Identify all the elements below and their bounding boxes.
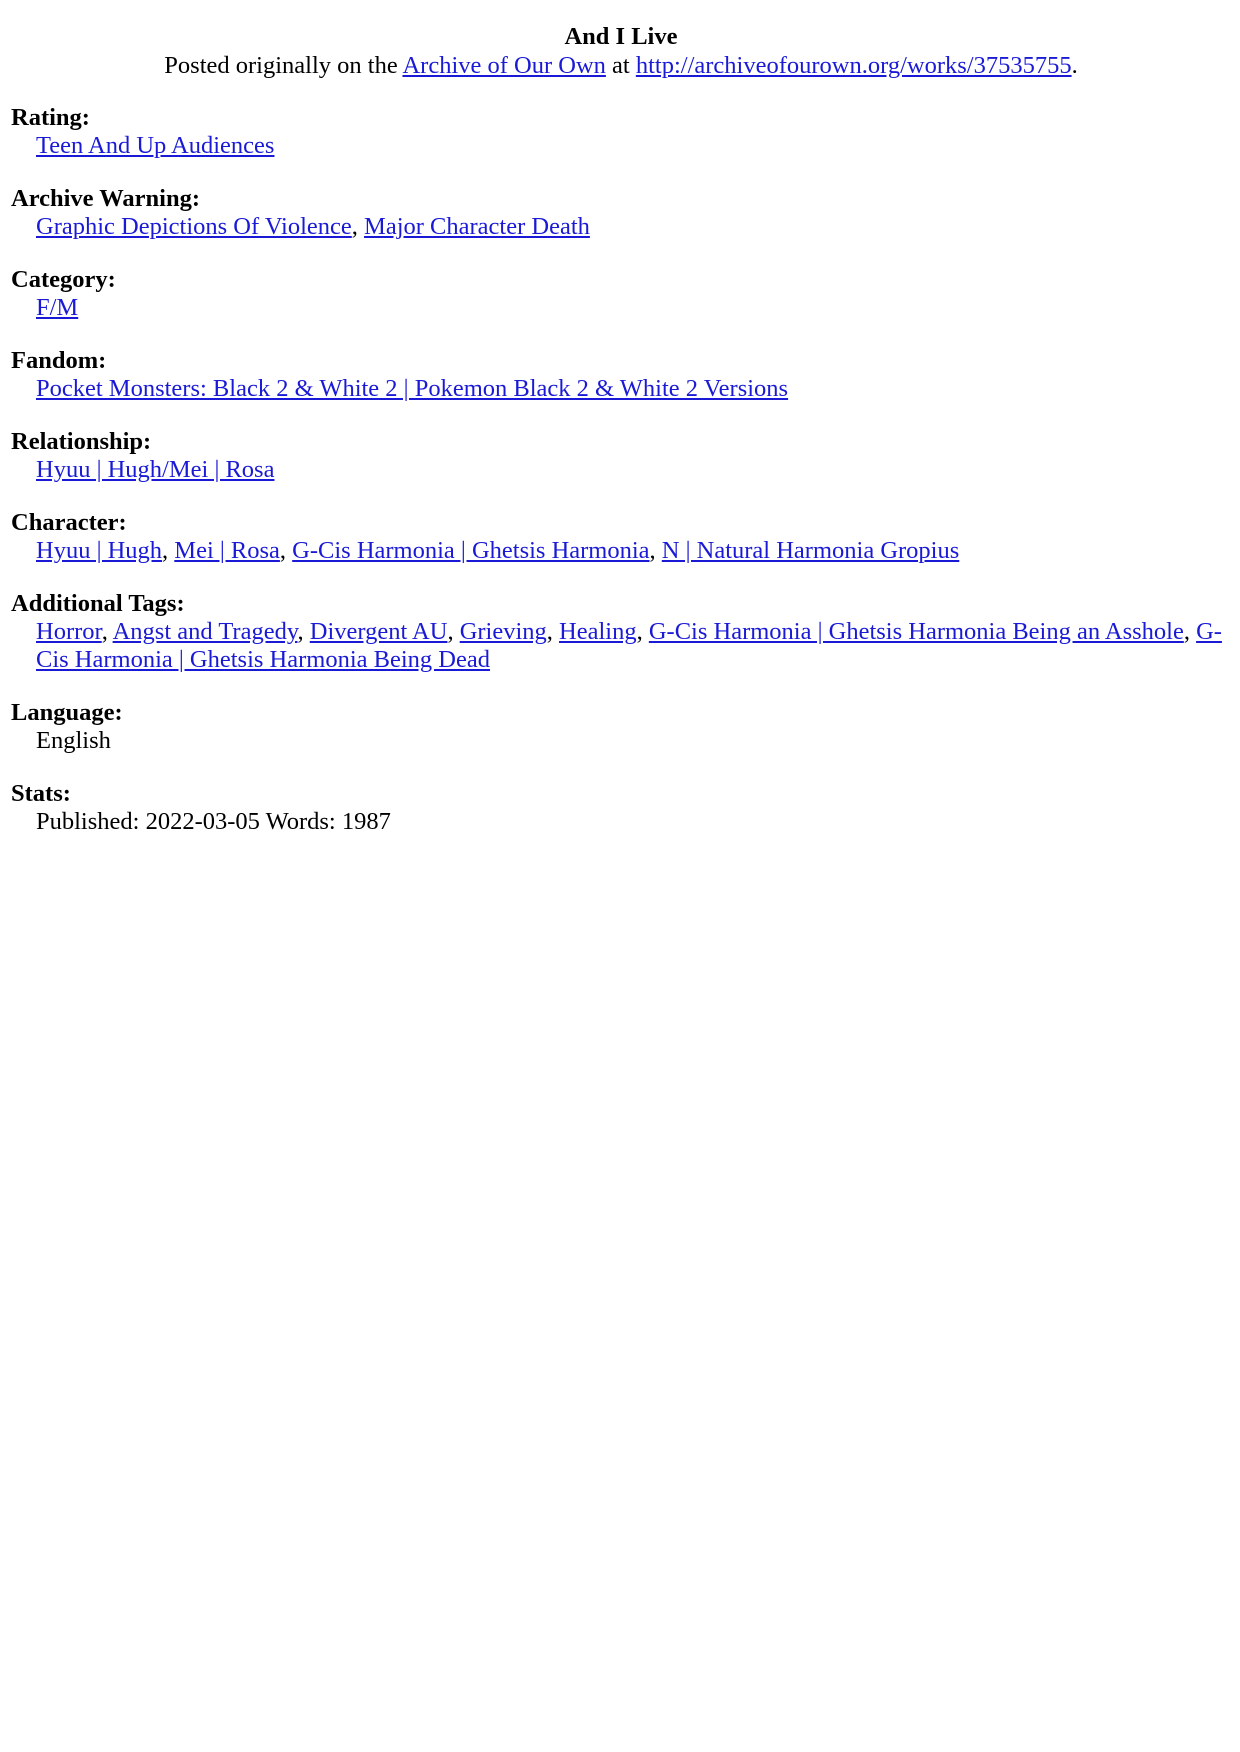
work-metadata-page <box>11 22 1231 861</box>
archive-warning-tags <box>11 213 1231 241</box>
tag-separator: , <box>162 537 175 564</box>
archive-of-our-own-link[interactable]: Archive of Our Own <box>402 52 606 79</box>
tag-link[interactable]: Teen And Up Audiences <box>36 132 275 159</box>
tag-link[interactable]: Horror <box>36 618 102 645</box>
tag-separator: , <box>649 537 662 564</box>
relationship-tags <box>11 456 1231 484</box>
tag-separator: , <box>447 618 460 645</box>
category-tags <box>11 294 1231 322</box>
fandom-field <box>11 347 1231 403</box>
language-label: Language: <box>11 699 123 726</box>
tag-separator: , <box>297 618 310 645</box>
tag-link[interactable]: Pocket Monsters: Black 2 & White 2 | Pokemon Black 2 & White 2 Versions <box>36 375 789 402</box>
tag-link[interactable]: N | Natural Harmonia Gropius <box>661 537 960 564</box>
posted-originally-line <box>11 52 1231 80</box>
character-field <box>11 509 1231 565</box>
relationship-field <box>11 428 1231 484</box>
tag-link[interactable]: Mei | Rosa <box>174 537 280 564</box>
tag-separator: , <box>546 618 560 645</box>
tag-link[interactable]: G-Cis Harmonia | Ghetsis Harmonia <box>292 537 650 564</box>
archive-warning-label: Archive Warning: <box>11 185 200 212</box>
work-url-link[interactable]: http://archiveofourown.org/works/37535755 <box>635 52 1072 79</box>
stats-label: Stats: <box>11 780 71 807</box>
rating-tags <box>11 132 1231 160</box>
tag-separator: , <box>101 618 113 645</box>
posted-suffix: . <box>1071 52 1078 79</box>
tag-link[interactable]: Divergent AU <box>309 618 448 645</box>
work-title: And I Live <box>564 23 678 50</box>
fandom-label: Fandom: <box>11 347 107 374</box>
character-tags <box>11 537 1231 565</box>
tag-link[interactable]: Healing <box>559 618 637 645</box>
tag-link[interactable]: Graphic Depictions Of Violence <box>36 213 352 240</box>
tag-link[interactable]: Hyuu | Hugh <box>36 537 163 564</box>
fandom-tags <box>11 375 1231 403</box>
character-label: Character: <box>11 509 127 536</box>
language-value: English <box>36 727 111 754</box>
language-field <box>11 699 1231 755</box>
relationship-label: Relationship: <box>11 428 152 455</box>
category-label: Category: <box>11 266 116 293</box>
additional-tags-list <box>11 618 1231 674</box>
tag-link[interactable]: G-Cis Harmonia | Ghetsis Harmonia Being Dead <box>36 618 1222 673</box>
rating-label: Rating: <box>11 104 90 131</box>
tag-separator: , <box>279 537 293 564</box>
additional-tags-label: Additional Tags: <box>11 590 185 617</box>
posted-prefix: Posted originally on the <box>164 52 403 79</box>
tag-link[interactable]: Grieving <box>459 618 547 645</box>
tag-link[interactable]: F/M <box>36 294 79 321</box>
posted-at: at <box>605 52 636 79</box>
rating-field <box>11 104 1231 160</box>
archive-warning-field <box>11 185 1231 241</box>
tag-link[interactable]: G-Cis Harmonia | Ghetsis Harmonia Being an Asshole <box>648 618 1184 645</box>
stats-field <box>11 780 1231 836</box>
category-field <box>11 266 1231 322</box>
tag-link[interactable]: Hyuu | Hugh/Mei | Rosa <box>36 456 275 483</box>
additional-tags-field <box>11 590 1231 674</box>
tag-separator: , <box>1183 618 1197 645</box>
work-header <box>11 22 1231 80</box>
tag-link[interactable]: Major Character Death <box>364 213 590 240</box>
stats-value: Published: 2022-03-05 Words: 1987 <box>36 808 391 835</box>
tag-separator: , <box>351 213 365 240</box>
tag-link[interactable]: Angst and Tragedy <box>112 618 298 645</box>
tag-separator: , <box>636 618 649 645</box>
